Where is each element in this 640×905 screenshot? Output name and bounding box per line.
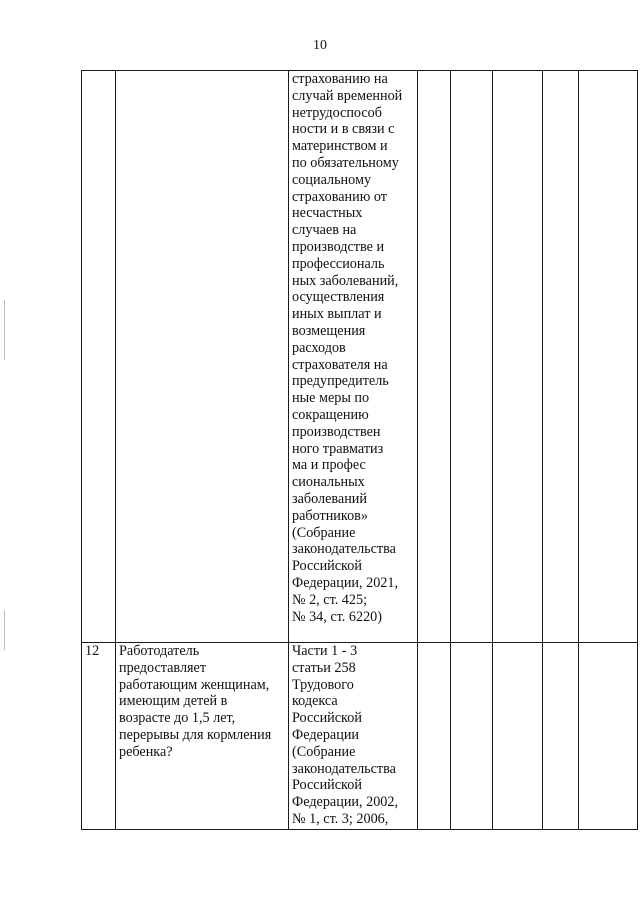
note-cell bbox=[579, 71, 638, 643]
checklist-table bbox=[81, 70, 638, 830]
table-row bbox=[82, 643, 638, 830]
row-number-cell bbox=[82, 71, 116, 643]
scan-edge-mark bbox=[4, 610, 5, 650]
table-row bbox=[82, 71, 638, 643]
question-cell bbox=[116, 71, 289, 643]
legal-requisites-cell: страхованию на случай временной нетрудоспособ ности и в связи с материнством и по обязательному социальному страхованию от несчастных случаев на производстве и профессиональ ных заболеваний, осуществления иных выплат и возмещения расходов страхователя на предупредитель ные меры по сокращению производствен ного травматиз ма и профес сиональных заболеваний работников» (Собрание законодательства Российской Федерации, 2021, № 2, ст. 425; № 34, ст. 6220) bbox=[289, 71, 418, 643]
note-cell bbox=[579, 643, 638, 830]
answer-yes-cell bbox=[418, 643, 451, 830]
row-number-cell: 12 bbox=[82, 643, 116, 830]
answer-no-cell bbox=[451, 643, 493, 830]
answer-not-applicable-cell bbox=[493, 71, 543, 643]
answer-no-cell bbox=[451, 71, 493, 643]
answer-extra-cell bbox=[543, 71, 579, 643]
legal-requisites-cell: Части 1 - 3 статьи 258 Трудового кодекса Российской Федерации (Собрание законодательства Российской Федерации, 2002, № 1, ст. 3; 2006, bbox=[289, 643, 418, 830]
question-cell: Работодатель предоставляет работающим женщинам, имеющим детей в возрасте до 1,5 лет, перерывы для кормления ребенка? bbox=[116, 643, 289, 830]
page-number: 10 bbox=[313, 38, 327, 53]
answer-not-applicable-cell bbox=[493, 643, 543, 830]
scan-edge-mark bbox=[4, 300, 5, 360]
answer-extra-cell bbox=[543, 643, 579, 830]
answer-yes-cell bbox=[418, 71, 451, 643]
